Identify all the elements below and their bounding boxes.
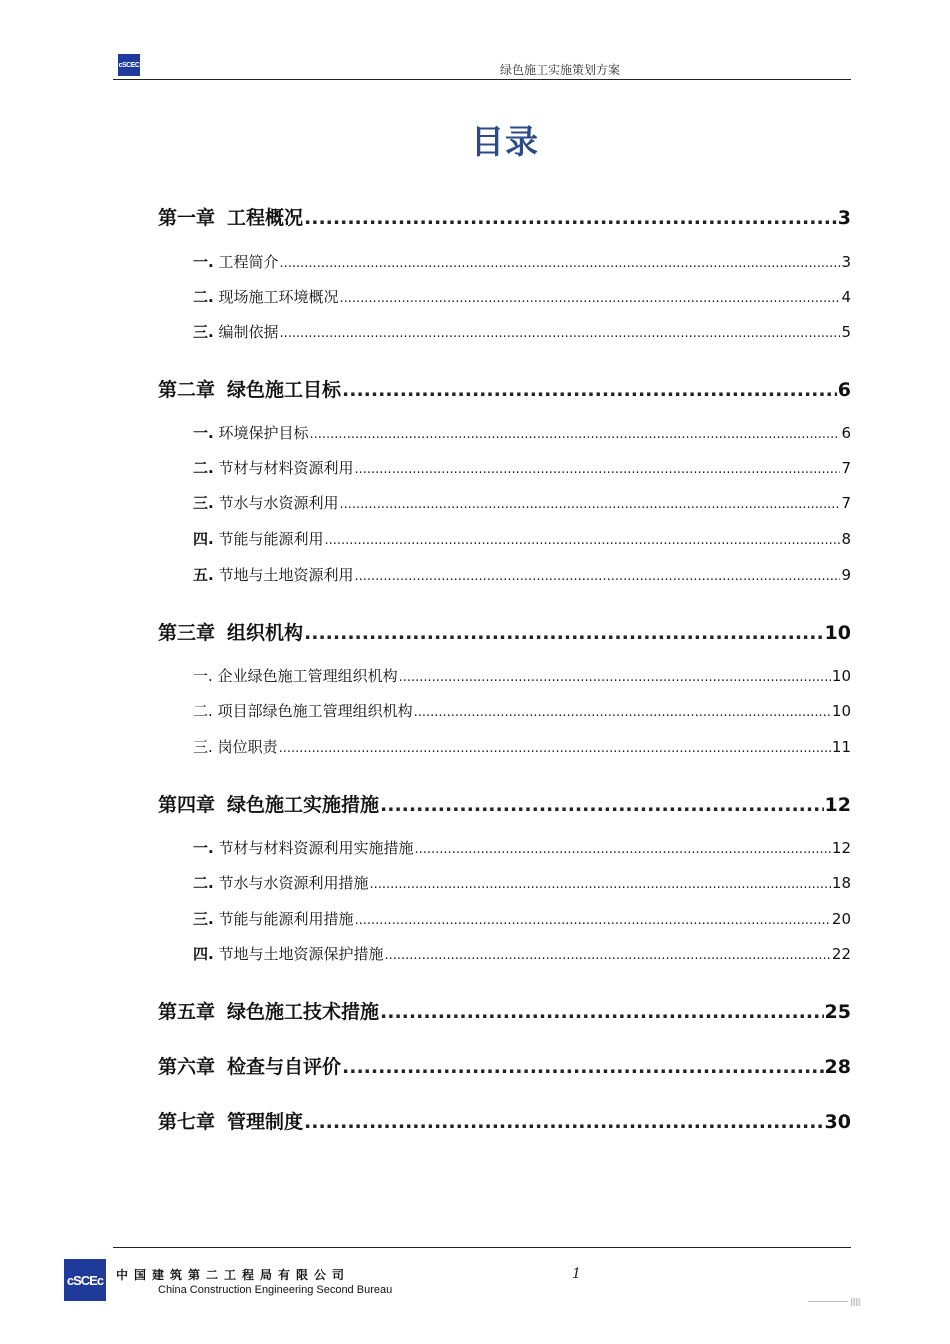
section-title: 环境保护目标 <box>218 424 309 442</box>
chapter-number: 第三章 <box>158 622 216 644</box>
section-title: 节水与水资源利用措施 <box>218 874 369 892</box>
chapter-number: 第二章 <box>158 379 216 401</box>
leader-dots <box>340 291 841 306</box>
chapter-title: 绿色施工实施措施 <box>227 794 380 816</box>
footer-company-logo <box>64 1259 106 1301</box>
toc-section-3-2[interactable] <box>193 700 851 721</box>
leader-dots <box>310 427 841 442</box>
toc-section-1-1[interactable] <box>193 251 851 272</box>
chapter-title: 管理制度 <box>227 1111 304 1133</box>
header-logo-text: cSCEC <box>118 61 140 69</box>
section-title: 企业绿色施工管理组织机构 <box>217 667 398 685</box>
section-page: 6 <box>841 424 851 442</box>
chapter-page: 3 <box>837 207 851 229</box>
section-number: 一. <box>193 839 214 857</box>
leader-dots <box>325 533 841 548</box>
section-title: 节能与能源利用措施 <box>218 910 354 928</box>
toc-chapter-3[interactable] <box>158 618 851 645</box>
section-number: 二. <box>193 459 214 477</box>
section-page: 10 <box>831 702 851 720</box>
toc-chapter-1[interactable] <box>158 203 851 230</box>
section-title: 节能与能源利用 <box>218 530 324 548</box>
section-number: 三. <box>193 738 213 756</box>
section-title: 工程简介 <box>218 253 279 271</box>
chapter-title: 绿色施工目标 <box>227 379 342 401</box>
leader-dots <box>355 462 841 477</box>
section-number: 二. <box>193 874 214 892</box>
chapter-page: 10 <box>824 622 851 644</box>
leader-dots <box>304 622 824 644</box>
chapter-number: 第七章 <box>158 1111 216 1133</box>
leader-dots <box>414 705 831 720</box>
toc-section-2-1[interactable] <box>193 422 851 443</box>
toc-section-3-1[interactable] <box>193 665 851 686</box>
header-document-title: 绿色施工实施策划方案 <box>500 63 621 77</box>
header-rule <box>113 79 851 80</box>
section-page: 3 <box>841 253 851 271</box>
section-title: 节水与水资源利用 <box>218 494 339 512</box>
section-number: 三. <box>193 323 214 341</box>
leader-dots <box>340 497 841 512</box>
toc-section-1-2[interactable] <box>193 286 851 307</box>
chapter-page: 6 <box>837 379 851 401</box>
section-page: 22 <box>831 945 851 963</box>
chapter-title: 绿色施工技术措施 <box>227 1001 380 1023</box>
toc-section-1-3[interactable] <box>193 321 851 342</box>
leader-dots <box>280 326 841 341</box>
toc-section-2-2[interactable] <box>193 457 851 478</box>
leader-dots <box>415 842 831 857</box>
section-title: 节材与材料资源利用 <box>218 459 354 477</box>
section-number: 一. <box>193 667 213 685</box>
toc-section-2-3[interactable] <box>193 492 851 513</box>
footer-logo-text: cSCEc <box>66 1272 104 1288</box>
section-number: 三. <box>193 494 214 512</box>
footer-company-name-cn: 中国建筑第二工程局有限公司 <box>116 1268 351 1282</box>
chapter-number: 第五章 <box>158 1001 216 1023</box>
section-page: 5 <box>841 323 851 341</box>
chapter-number: 第六章 <box>158 1056 216 1078</box>
chapter-title: 工程概况 <box>227 207 304 229</box>
leader-dots <box>380 794 824 816</box>
footer-company-name-en: China Construction Engineering Second Bureau <box>158 1284 393 1296</box>
section-number: 四. <box>193 530 214 548</box>
section-title: 编制依据 <box>218 323 279 341</box>
leader-dots <box>380 1001 824 1023</box>
leader-dots <box>342 1056 824 1078</box>
toc-section-4-2[interactable] <box>193 872 851 893</box>
section-title: 现场施工环境概况 <box>218 288 339 306</box>
section-page: 8 <box>841 530 851 548</box>
toc-chapter-2[interactable] <box>158 375 851 402</box>
toc-section-4-4[interactable] <box>193 943 851 964</box>
toc-chapter-6[interactable] <box>158 1052 851 1079</box>
chapter-number: 第一章 <box>158 207 216 229</box>
section-number: 三. <box>193 910 214 928</box>
section-title: 项目部绿色施工管理组织机构 <box>217 702 413 720</box>
footer-rule <box>113 1247 851 1248</box>
section-title: 节地与土地资源保护措施 <box>218 945 384 963</box>
header-company-logo <box>118 54 140 76</box>
toc-title: 目录 <box>471 122 539 161</box>
section-title: 节材与材料资源利用实施措施 <box>218 839 414 857</box>
section-page: 12 <box>831 839 851 857</box>
corner-mark: |||||| <box>808 1297 870 1305</box>
chapter-page: 28 <box>824 1056 851 1078</box>
section-number: 二. <box>193 702 213 720</box>
leader-dots <box>304 207 837 229</box>
section-number: 一. <box>193 424 214 442</box>
toc-section-3-3[interactable] <box>193 736 851 757</box>
chapter-title: 组织机构 <box>227 622 304 644</box>
leader-dots <box>399 670 831 685</box>
toc-chapter-7[interactable] <box>158 1107 851 1134</box>
toc-section-2-4[interactable] <box>193 528 851 549</box>
section-number: 五. <box>193 566 214 584</box>
toc-section-4-1[interactable] <box>193 837 851 858</box>
chapter-page: 25 <box>824 1001 851 1023</box>
leader-dots <box>355 913 831 928</box>
section-page: 20 <box>831 910 851 928</box>
section-page: 7 <box>841 494 851 512</box>
leader-dots <box>342 379 837 401</box>
chapter-title: 检查与自评价 <box>227 1056 342 1078</box>
chapter-page: 30 <box>824 1111 851 1133</box>
section-page: 10 <box>831 667 851 685</box>
toc-section-2-5[interactable] <box>193 564 851 585</box>
leader-dots <box>279 741 831 756</box>
toc-chapter-4[interactable] <box>158 790 851 817</box>
section-number: 一. <box>193 253 214 271</box>
leader-dots <box>280 256 841 271</box>
toc-section-4-3[interactable] <box>193 908 851 929</box>
section-number: 四. <box>193 945 214 963</box>
section-page: 9 <box>841 566 851 584</box>
page-number: 1 <box>572 1266 581 1282</box>
section-page: 18 <box>831 874 851 892</box>
section-number: 二. <box>193 288 214 306</box>
leader-dots <box>355 569 841 584</box>
chapter-page: 12 <box>824 794 851 816</box>
toc-chapter-5[interactable] <box>158 997 851 1024</box>
section-title: 节地与土地资源利用 <box>218 566 354 584</box>
section-page: 11 <box>831 738 851 756</box>
leader-dots <box>370 877 831 892</box>
chapter-number: 第四章 <box>158 794 216 816</box>
section-page: 7 <box>841 459 851 477</box>
leader-dots <box>304 1111 824 1133</box>
leader-dots <box>385 948 831 963</box>
section-page: 4 <box>841 288 851 306</box>
section-title: 岗位职责 <box>217 738 278 756</box>
